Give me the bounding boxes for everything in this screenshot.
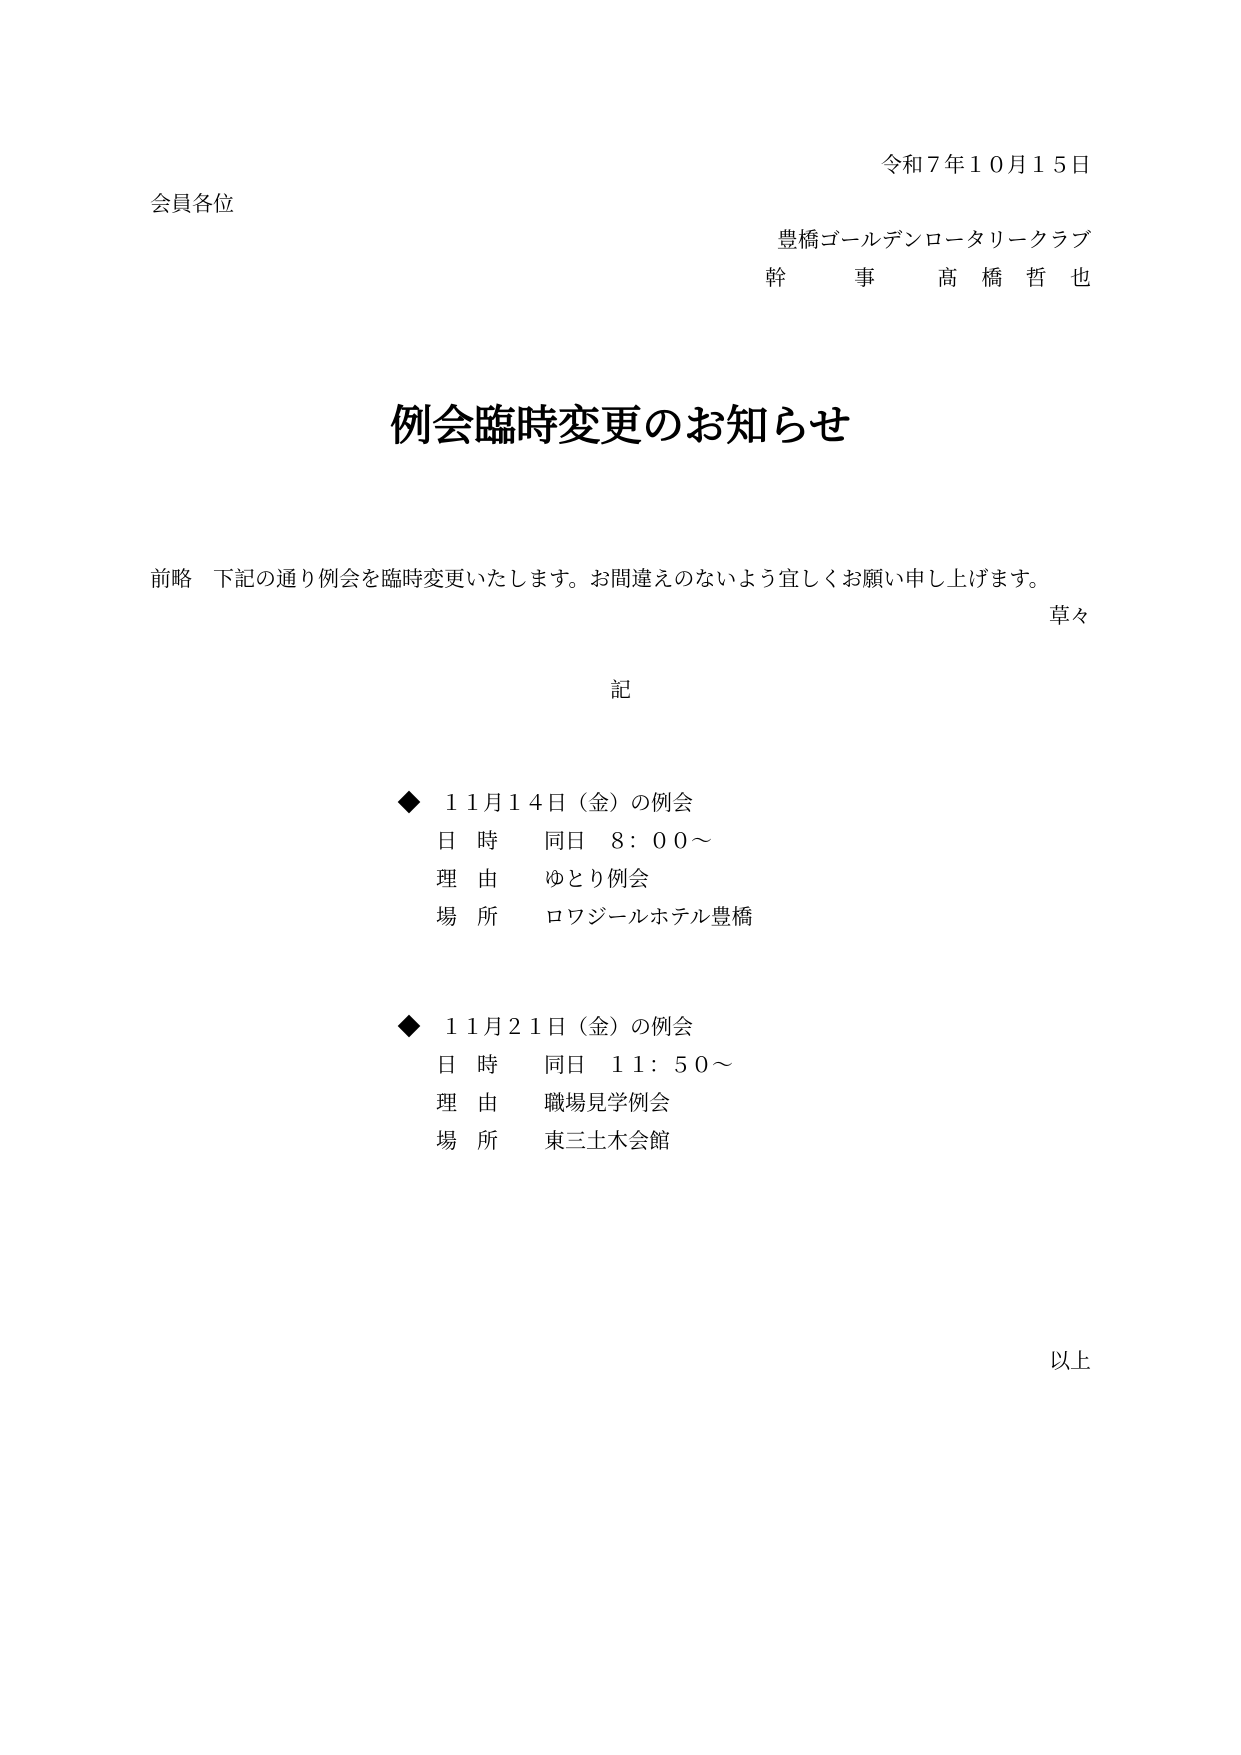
meeting-row-label <box>436 863 498 893</box>
meeting-heading <box>398 790 753 814</box>
meeting-block <box>398 790 753 928</box>
addressee: 会員各位 <box>150 192 234 216</box>
label-char: 由 <box>477 867 498 891</box>
meeting-row-value: 職場見学例会 <box>544 1091 670 1115</box>
label-char: 理 <box>436 867 457 891</box>
meeting-row <box>436 866 753 890</box>
diamond-bullet-icon <box>398 1015 421 1038</box>
sender-role-char: 幹 <box>765 266 786 290</box>
meeting-row-value: ゆとり例会 <box>544 867 649 891</box>
meeting-row <box>436 1128 733 1152</box>
label-char: 時 <box>477 1053 498 1077</box>
meeting-heading-text: １１月１４日（金）の例会 <box>441 791 693 815</box>
meeting-row <box>436 828 753 852</box>
sender-name <box>937 268 1091 289</box>
ki-heading: 記 <box>610 678 631 702</box>
meeting-row-label <box>436 1125 498 1155</box>
label-char: 所 <box>477 905 498 929</box>
meeting-row-value: ロワジールホテル豊橋 <box>544 905 753 929</box>
closing-ijo: 以上 <box>1049 1349 1091 1373</box>
meeting-row <box>436 904 753 928</box>
meeting-row-label <box>436 901 498 931</box>
label-char: 日 <box>436 1053 457 1077</box>
meeting-row-label <box>436 1049 498 1079</box>
sender-role <box>765 268 875 289</box>
sender-signature <box>765 268 1091 289</box>
label-char: 由 <box>477 1091 498 1115</box>
intro-paragraph: 前略 下記の通り例会を臨時変更いたします。お間違えのないよう宜しくお願い申し上げます。 <box>150 567 1050 591</box>
sender-name-char: 哲 <box>1025 266 1047 290</box>
diamond-bullet-icon <box>398 791 421 814</box>
label-char: 場 <box>436 905 457 929</box>
label-char: 場 <box>436 1129 457 1153</box>
meeting-row <box>436 1090 733 1114</box>
meeting-row-label <box>436 825 498 855</box>
meeting-row-value: 同日 ８：００～ <box>544 829 712 853</box>
meeting-heading <box>398 1014 733 1038</box>
meeting-row-value: 同日 １１：５０～ <box>544 1053 733 1077</box>
sender-name-char: 也 <box>1069 266 1091 290</box>
sender-role-char: 事 <box>854 266 875 290</box>
meeting-block <box>398 1014 733 1152</box>
closing-greeting: 草々 <box>1049 604 1091 628</box>
document-title: 例会臨時変更のお知らせ <box>390 401 851 450</box>
meeting-row <box>436 1052 733 1076</box>
meeting-row-value: 東三土木会館 <box>544 1129 670 1153</box>
club-name: 豊橋ゴールデンロータリークラブ <box>776 228 1091 252</box>
label-char: 時 <box>477 829 498 853</box>
document-date: 令和７年１０月１５日 <box>881 153 1091 177</box>
sender-name-char: 橋 <box>981 266 1003 290</box>
sender-name-char: 髙 <box>937 266 958 290</box>
label-char: 理 <box>436 1091 457 1115</box>
label-char: 所 <box>477 1129 498 1153</box>
meeting-heading-text: １１月２１日（金）の例会 <box>441 1015 693 1039</box>
label-char: 日 <box>436 829 457 853</box>
meeting-row-label <box>436 1087 498 1117</box>
